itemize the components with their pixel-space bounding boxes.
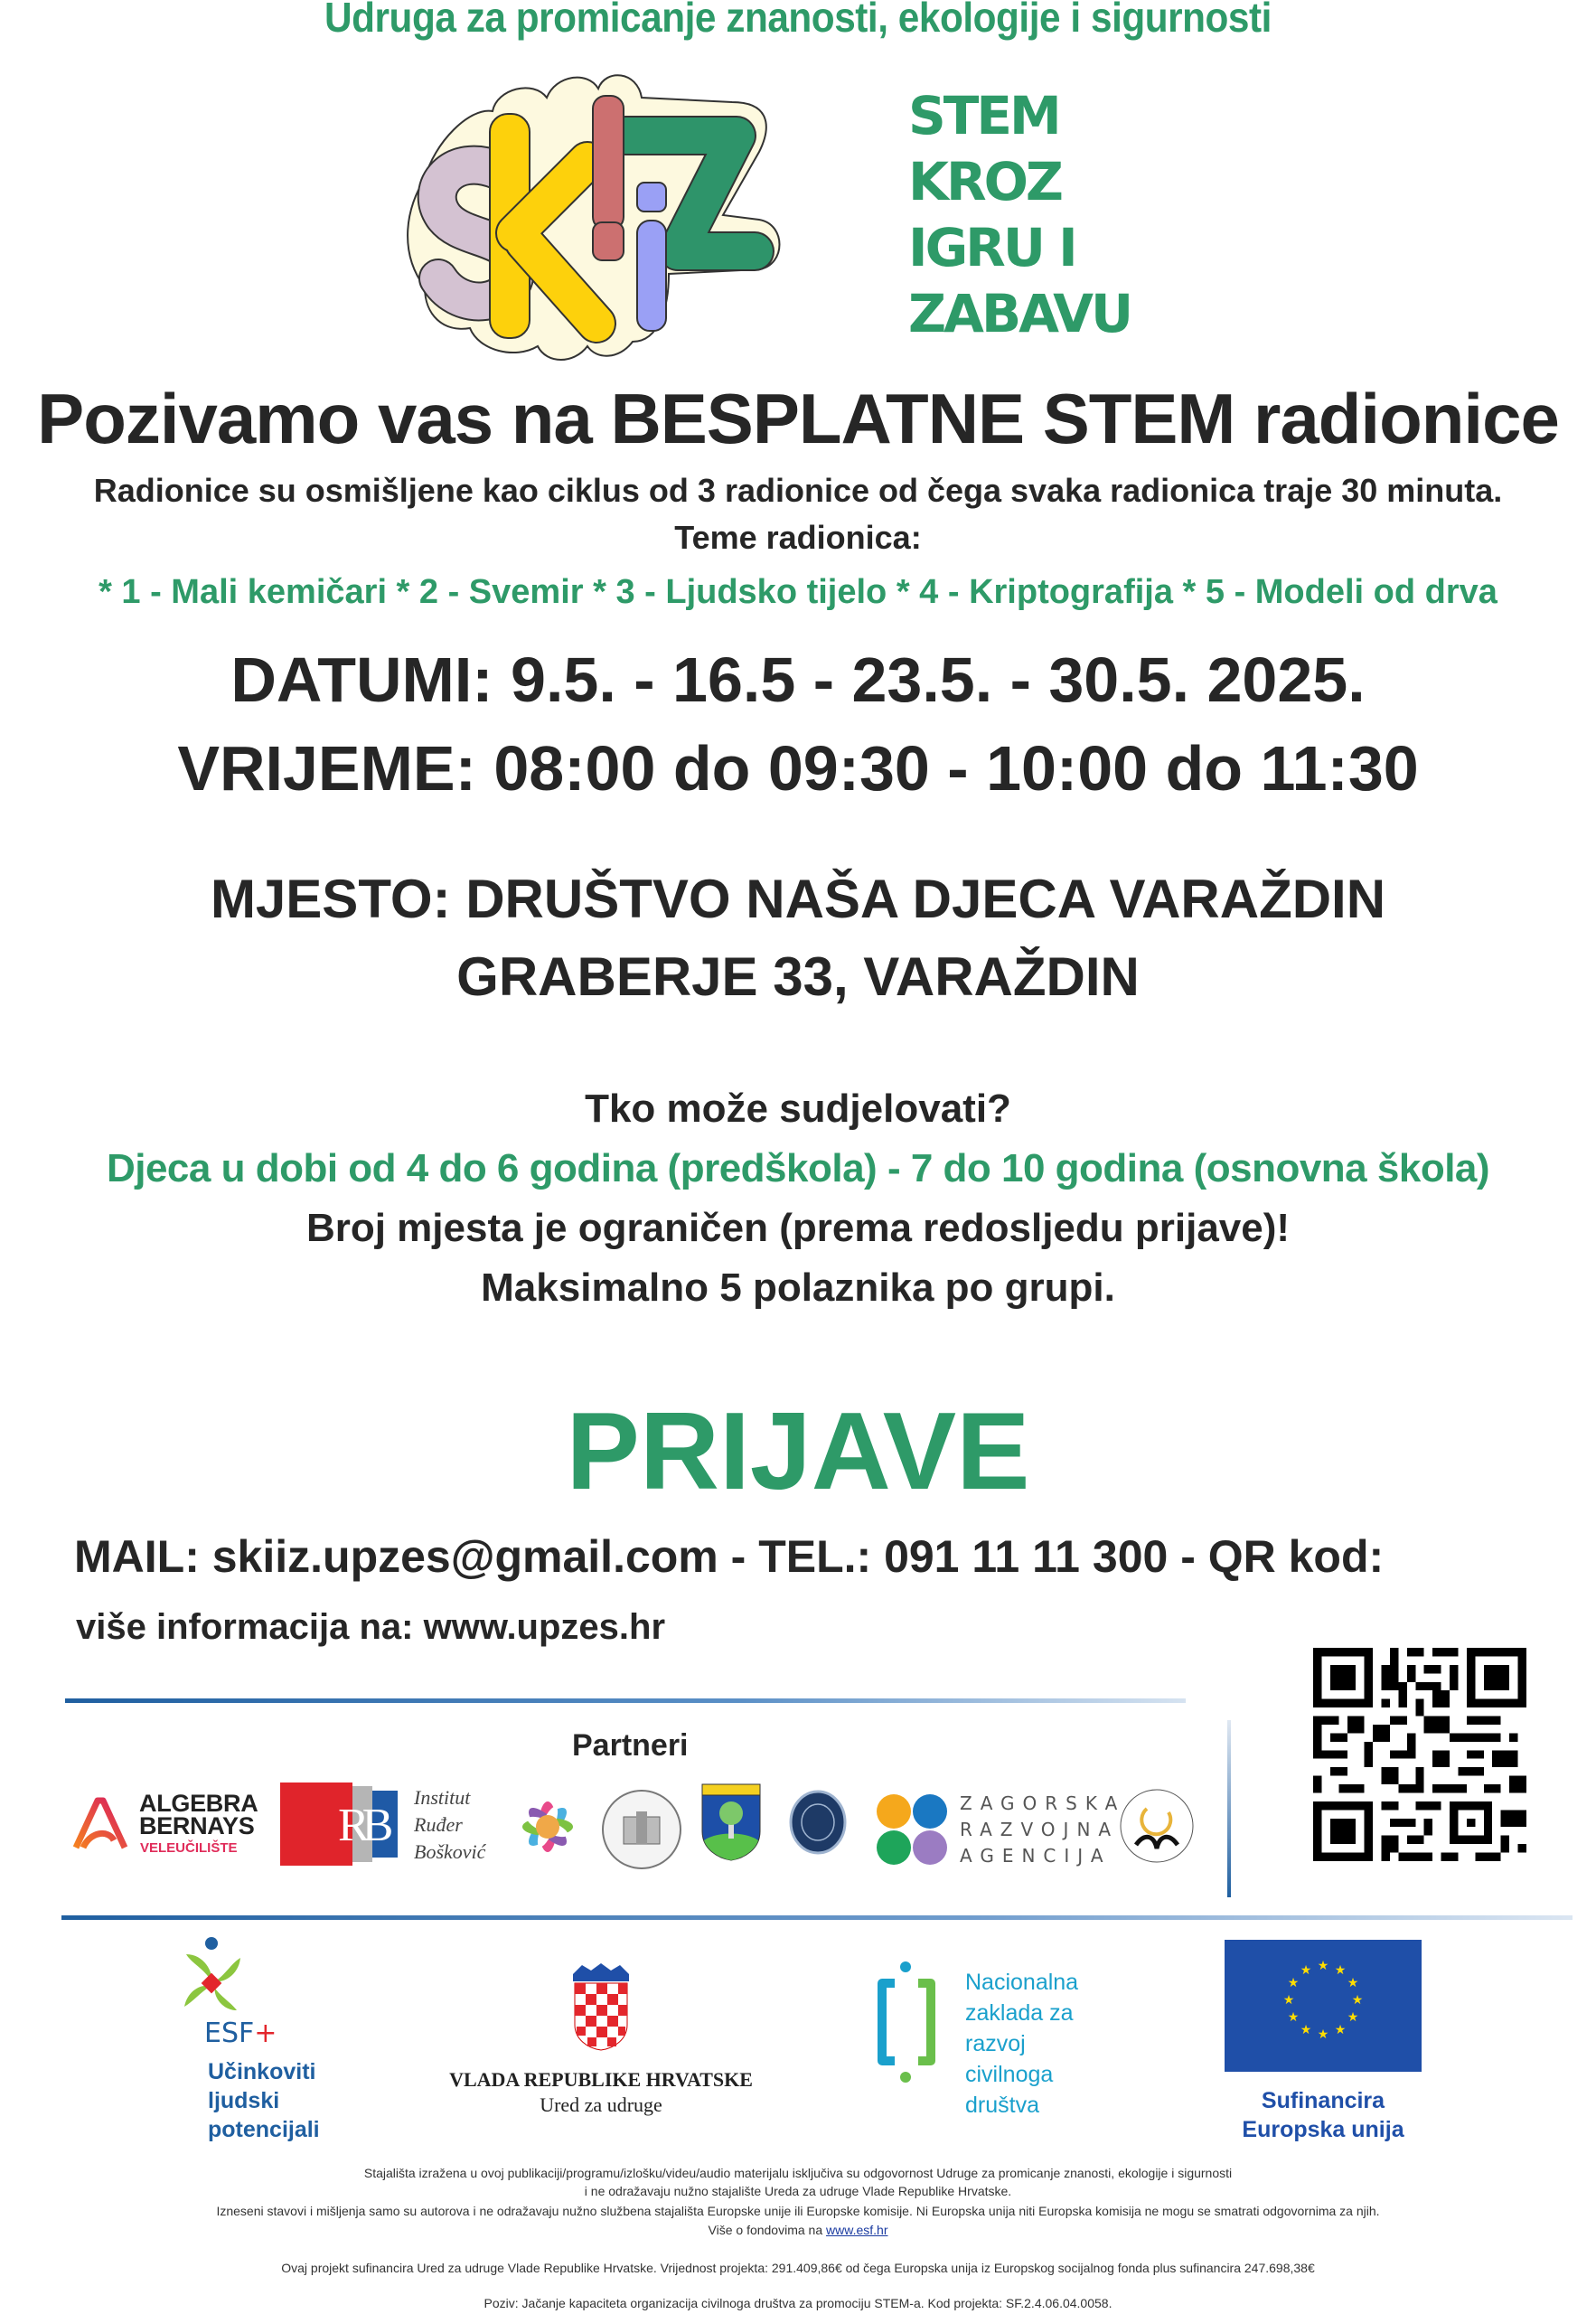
slogan-line: ZABAVU	[908, 283, 1131, 344]
partner-logo-prva-gimnazija	[1116, 1785, 1197, 1867]
svg-text:★: ★	[1282, 1993, 1295, 2008]
svg-text:★: ★	[1347, 2010, 1359, 2025]
svg-text:★: ★	[1347, 1976, 1359, 1990]
vlada-subtitle: Ured za udruge	[540, 2093, 662, 2116]
dates-line: DATUMI: 9.5. - 16.5 - 23.5. - 30.5. 2025.	[230, 644, 1366, 715]
svg-text:★: ★	[1334, 1963, 1347, 1978]
croatian-coat-of-arms-icon	[569, 1961, 633, 2052]
funder-logo-nzrcd	[875, 1960, 1110, 2131]
time-line: VRIJEME: 08:00 do 09:30 - 10:00 do 11:30	[177, 733, 1419, 804]
place-line-2: GRABERJE 33, VARAŽDIN	[456, 946, 1140, 1007]
topics-title: Teme radionica:	[674, 519, 922, 556]
registration-title: PRIJAVE	[566, 1389, 1030, 1512]
funder-logo-vlada-rh	[425, 1961, 777, 2124]
disclaimer-line: i ne odražavaju nužno stajalište Ureda za udruge Vlade Republike Hrvatske.	[584, 2184, 1012, 2198]
svg-text:★: ★	[1317, 2027, 1329, 2042]
seat-limit-note: Broj mjesta je ograničen (prema redosljedu prijave)!	[305, 1206, 1291, 1250]
partners-title: Partneri	[572, 1728, 689, 1763]
partner-irb-name	[414, 1784, 485, 1866]
divider	[65, 1698, 1186, 1703]
svg-text:★: ★	[1334, 2023, 1347, 2037]
slogan-line: STEM	[908, 85, 1059, 146]
who-title: Tko može sudjelovati?	[585, 1086, 1011, 1131]
partner-line: BERNAYS	[139, 1812, 255, 1839]
partner-logo-coat-of-arms	[699, 1783, 764, 1862]
svg-text:★: ★	[1351, 1993, 1364, 2008]
svg-text:★: ★	[1317, 1959, 1329, 1973]
partner-line: Bošković	[414, 1840, 486, 1863]
group-size-note: Maksimalno 5 polaznika po grupi.	[481, 1265, 1115, 1310]
disclaimer-line: Izneseni stavovi i mišljenja samo su autorova i ne odražavaju nužno službena stajališta Europske unije ili Europske komisije. Ni Europska unija niti Europska komisija ne mogu se smatrati odgovornima za njih.	[216, 2204, 1380, 2218]
partner-line: ZAGORSKA	[960, 1792, 1126, 1814]
disclaimer-line: Stajališta izražena u ovoj publikaciji/programu/izlošku/videu/audio materijalu isključiva su odgovornost Udruge za promicanje znanosti, ekologije i sigurnosti	[363, 2166, 1233, 2180]
slogan-line: KROZ	[908, 151, 1061, 212]
vlada-title: VLADA REPUBLIKE HRVATSKE	[449, 2068, 753, 2091]
svg-text:★: ★	[1287, 1976, 1300, 1990]
project-call: Poziv: Jačanje kapaciteta organizacija civilnoga društva za promociju STEM-a. Kod projekta: SF.2.4.06.04.0058.	[483, 2296, 1113, 2310]
algebra-mark-icon	[72, 1795, 128, 1851]
partner-line: Institut	[414, 1786, 471, 1809]
brackets-mark-icon	[875, 1960, 938, 2095]
eu-flag-icon	[1225, 1940, 1422, 2072]
qr-code[interactable]	[1313, 1648, 1526, 1861]
skiiz-logo	[389, 71, 804, 364]
intro-text: Radionice su osmišljene kao ciklus od 3 radionice od čega svaka radionica traje 30 minuta.	[93, 472, 1503, 509]
esf-text: Učinkoviti ljudski potencijali	[208, 2059, 320, 2142]
partner-line: ALGEBRA	[139, 1790, 258, 1817]
more-info-link[interactable]: više informacija na: www.upzes.hr	[76, 1607, 666, 1647]
nzr-text: Nacionalna zaklada za razvoj civilnoga društva	[965, 1970, 1079, 2118]
eu-text: Sufinancira Europska unija	[1242, 2088, 1404, 2142]
partner-logo-algebra	[72, 1790, 276, 1858]
age-groups: Djeca u dobi od 4 do 6 godina (predškola) - 7 do 10 godina (osnovna škola)	[106, 1146, 1490, 1190]
funder-logo-esf	[168, 1936, 340, 2144]
partner-line: RAZVOJNA	[960, 1819, 1120, 1840]
partner-logo-vrtic-tratincica	[515, 1788, 580, 1866]
esf-link[interactable]: www.esf.hr	[826, 2223, 888, 2237]
funds-info: Više o fondovima na www.esf.hr	[708, 2223, 888, 2237]
slogan-line: IGRU I	[908, 217, 1075, 278]
partner-logo-os-malesnica	[786, 1790, 850, 1860]
funder-logo-eu	[1225, 1940, 1422, 2143]
svg-text:★: ★	[1300, 2023, 1312, 2037]
svg-text:★: ★	[1300, 1963, 1312, 1978]
vertical-divider	[1227, 1720, 1231, 1897]
place-line-1: MJESTO: DRUŠTVO NAŠA DJECA VARAŽDIN	[210, 869, 1386, 929]
irb-mark: RB	[338, 1800, 387, 1851]
svg-text:★: ★	[1287, 2010, 1300, 2025]
topics-list: * 1 - Mali kemičari * 2 - Svemir * 3 - Ljudsko tijelo * 4 - Kriptografija * 5 - Modeli od drva	[99, 573, 1497, 611]
partner-line: Ruđer	[414, 1813, 463, 1836]
project-value: Ovaj projekt sufinancira Ured za udruge Vlade Republike Hrvatske. Vrijednost projekta: 291.409,86€ od čega Europska unija iz Europskog socijalnog fonda plus sufinancira 247.698,38€	[281, 2261, 1315, 2275]
organization-tagline: Udruga za promicanje znanosti, ekologije i sigurnosti	[324, 0, 1272, 41]
esf-mark-icon	[168, 1936, 258, 2018]
partner-line: AGENCIJA	[960, 1845, 1112, 1867]
esf-label: ESF+	[204, 2018, 277, 2049]
slogan-block	[908, 83, 1131, 347]
partner-logo-os-varazdin	[602, 1790, 681, 1869]
contact-line[interactable]: MAIL: skiiz.upzes@gmail.com - TEL.: 091 11 11 300 - QR kod:	[74, 1531, 1385, 1582]
page-headline: Pozivamo vas na BESPLATNE STEM radionice	[37, 379, 1559, 458]
partner-logo-irb	[280, 1783, 398, 1866]
divider	[61, 1915, 1573, 1920]
partner-line: VELEUČILIŠTE	[140, 1840, 238, 1856]
